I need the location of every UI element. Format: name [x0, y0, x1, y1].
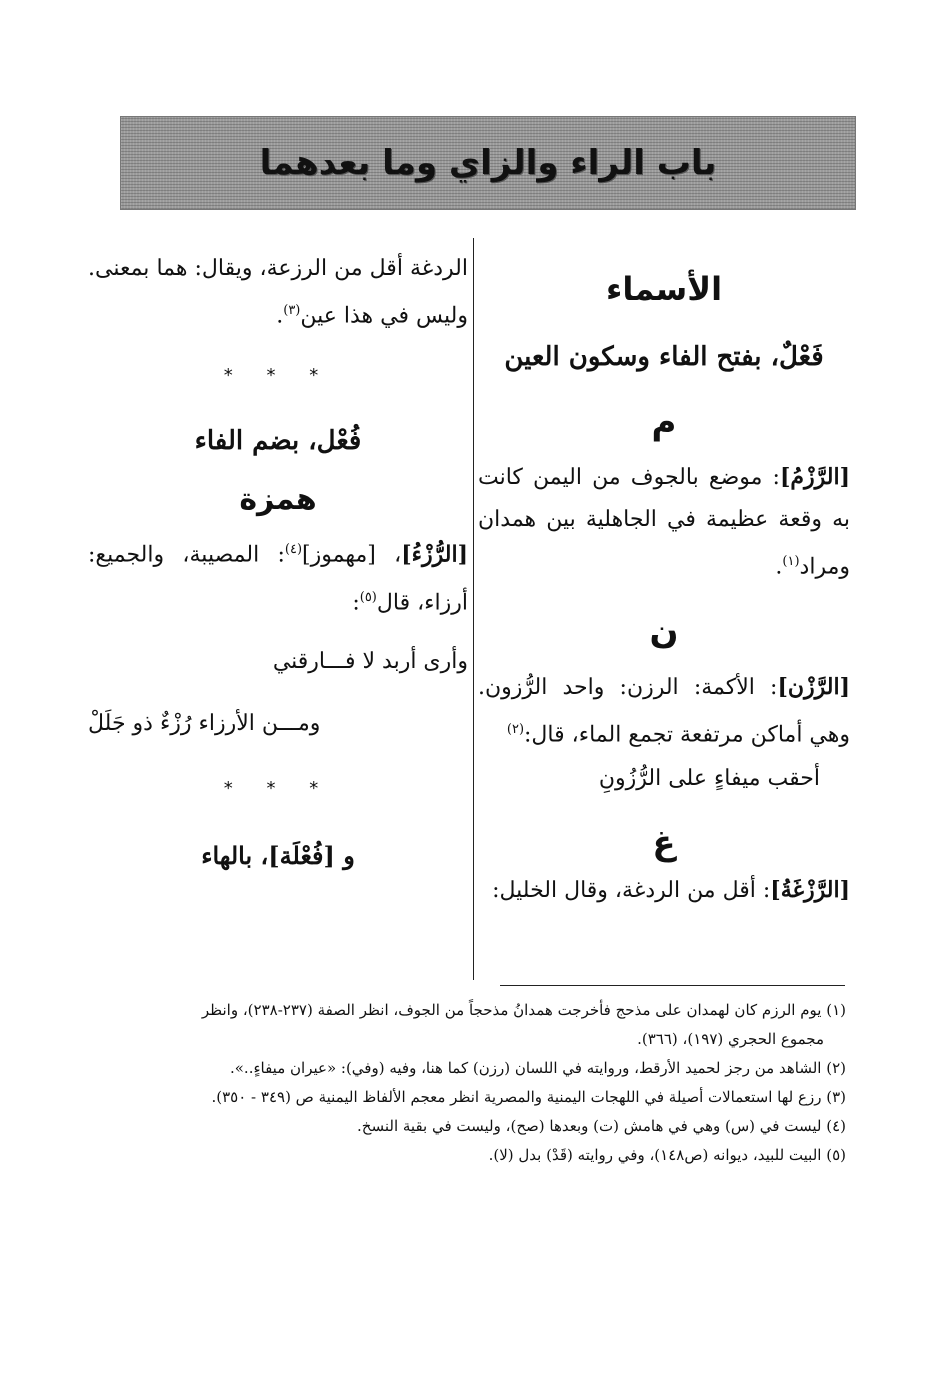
letter-heading-ghayn: غ — [652, 822, 676, 863]
entry-razn — [478, 666, 850, 756]
entry-mid: ، [مهموز] — [302, 542, 402, 568]
footnote-rule — [500, 985, 845, 986]
letter-heading-nun: ن — [649, 612, 679, 653]
pattern-heading: فَعْلٌ، بفتح الفاء وسكون العين — [504, 342, 824, 372]
punct: : — [352, 589, 360, 615]
letter-heading-hamza: همزة — [239, 482, 317, 518]
separator-stars: * * * — [223, 365, 333, 387]
column-divider — [473, 238, 474, 980]
footnote-ref: (٣) — [283, 303, 301, 318]
punct: . — [276, 303, 284, 329]
entry-razm — [478, 456, 850, 588]
footnote-1: (١) يوم الرزم كان لهمدان على مذحج فأخرجت همدانُ مذحجاً من الجوف، انظر الصفة (٢٣٧-٢٣٨)، وانظر — [201, 1001, 846, 1019]
footnotes — [106, 996, 846, 1170]
headword: [الرُّزْءُ] — [401, 541, 468, 568]
verse-line-1: وأرى أربد لا فـــارقني — [272, 648, 468, 674]
verse-line-2: ومـــن الأرزاء رُزْءٌ ذو جَلَلْ — [88, 710, 321, 736]
footnote-3: (٣) رزع لها استعمالات أصيلة في اللهجات اليمنية والمصرية انظر معجم الألفاظ اليمنية ص (٣٤٩ - ٣٥٠). — [211, 1088, 846, 1106]
left-column — [88, 240, 468, 870]
footnote-1-continued: مجموع الحجري (١٩٧)، (٣٦٦). — [637, 1030, 824, 1048]
footnote-ref: (٤) — [284, 542, 303, 558]
headword: [الرَّزْن] — [777, 674, 850, 701]
footnote-2: (٢) الشاهد من رجز لحميد الأرقط، وروايته في اللسان (رزن) كما هنا، وفيه (وفي): «عيران ميفاءٍ..». — [229, 1059, 846, 1077]
footnote-4: (٤) ليست في (س) وهي في هامش (ت) وبعدها (صح)، وليست في بقية النسخ. — [357, 1117, 846, 1135]
footnote-ref: (٥) — [359, 589, 377, 605]
chapter-banner — [120, 116, 856, 210]
entry-text: الردغة أقل من الرزعة، ويقال: هما بمعنى. وليس في هذا عين — [88, 256, 468, 329]
right-column — [478, 240, 850, 912]
section-heading: الأسماء — [605, 270, 723, 308]
footnote-5: (٥) البيت للبيد، ديوانه (ص١٤٨)، وفي روايته (قَدْ) بدل (لا). — [488, 1146, 846, 1164]
footnote-ref: (١) — [782, 554, 800, 569]
letter-heading-mim: م — [651, 402, 677, 442]
pattern-heading-damma: فُعْل، بضم الفاء — [194, 426, 362, 457]
entry-text: : الأكمة: الرزن: واحد الرُّزون. وهي أماكن مرتفعة تجمع الماء، قال: — [478, 675, 850, 748]
punct: . — [775, 554, 783, 580]
entry-text: : أقل من الردغة، وقال الخليل: — [492, 877, 771, 903]
headword: [الرَّزْغَةُ] — [770, 876, 850, 903]
separator-stars: * * * — [223, 777, 333, 799]
verse-razn: أحقب ميفاءٍ على الرُّزُونِ — [598, 765, 820, 791]
entry-text: : موضع بالجوف من اليمن كانت به وقعة عظيمة في الجاهلية بين همدان ومراد — [478, 465, 850, 580]
footnote-ref: (٢) — [506, 722, 525, 738]
pattern-heading-ha: و [فُعْلَة]، بالهاء — [201, 840, 355, 870]
entry-razgha — [478, 869, 850, 912]
headword: [الرَّزْمُ] — [779, 464, 850, 490]
chapter-title: باب الراء والزاي وما بعدهما — [259, 143, 717, 183]
entry-text: : المصيبة، والجميع: أرزاء، قال — [88, 542, 468, 615]
continuation-text — [88, 248, 468, 337]
entry-ruz — [88, 529, 468, 624]
